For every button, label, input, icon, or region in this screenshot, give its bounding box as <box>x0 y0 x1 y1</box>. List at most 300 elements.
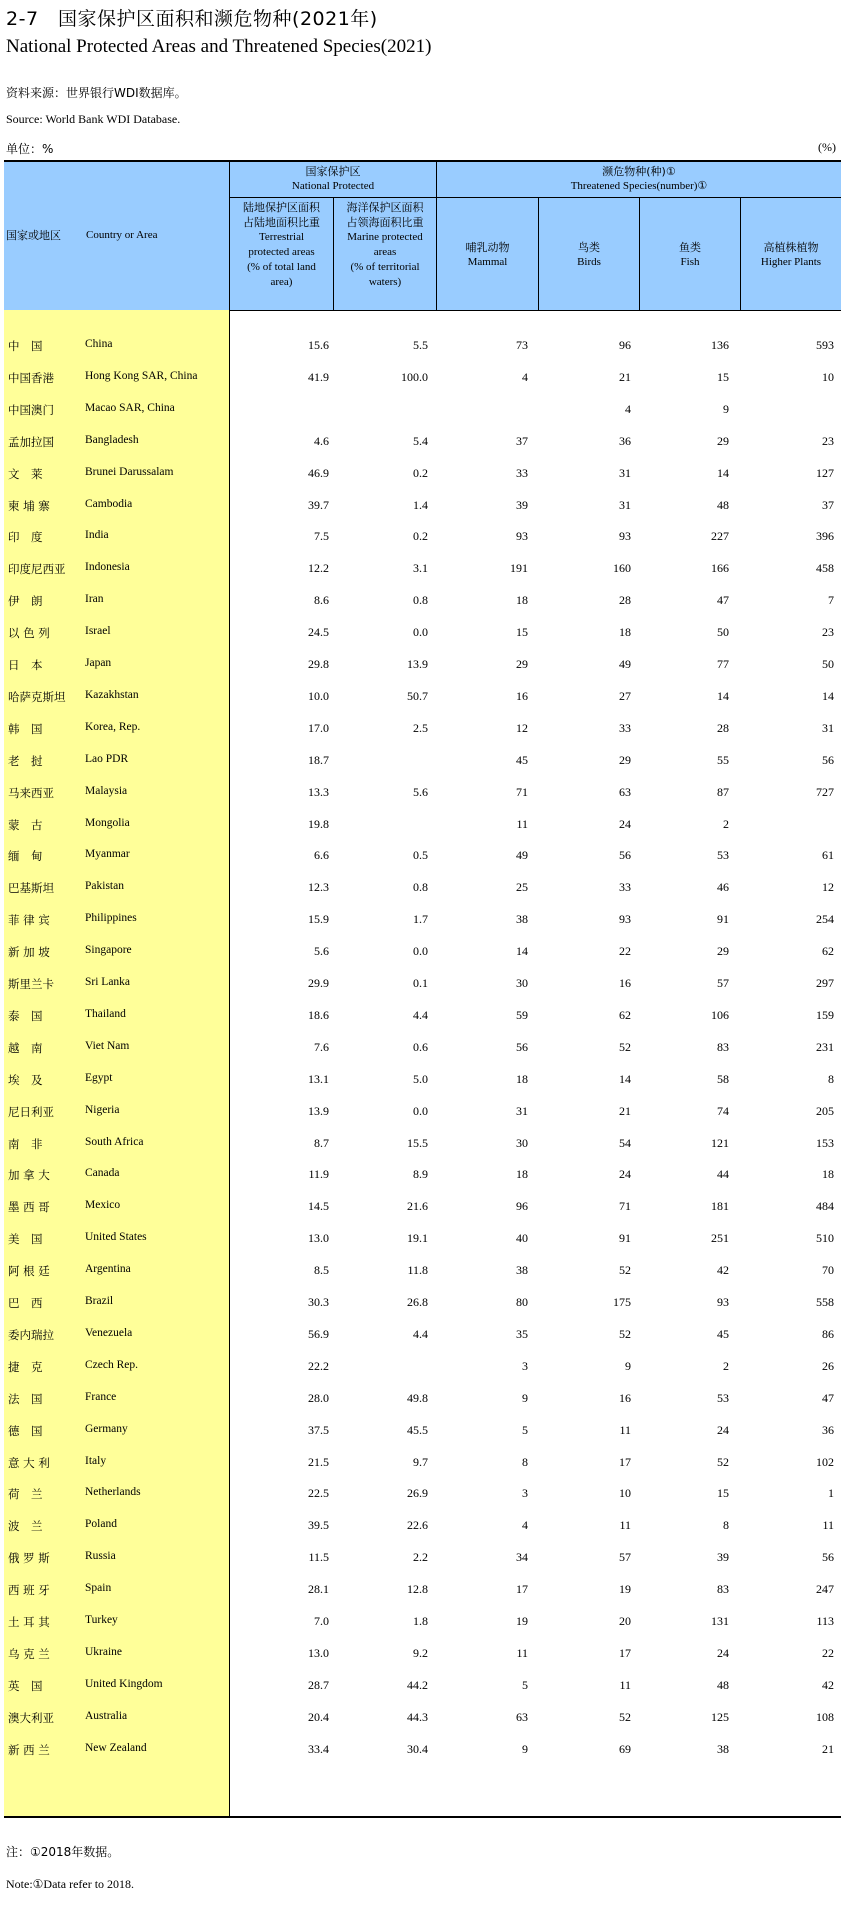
country-name-cn: 印度尼西亚 <box>8 562 66 577</box>
birds-value: 33 <box>619 880 631 895</box>
fish-value: 48 <box>717 497 729 512</box>
header-plants-en: Higher Plants <box>760 256 822 268</box>
birds-value: 24 <box>619 1167 631 1182</box>
birds-value: 93 <box>619 912 631 927</box>
country-name-cn: 越 南 <box>8 1040 43 1055</box>
table-row <box>4 1670 841 1702</box>
terrestrial-value: 30.3 <box>308 1295 329 1309</box>
marine-value: 0.0 <box>413 625 428 640</box>
country-name-cn: 巴 西 <box>8 1296 43 1310</box>
header-plants-cn: 高植株植物 <box>763 241 819 254</box>
terrestrial-value: 7.0 <box>314 1614 329 1628</box>
country-name-cn: 伊 朗 <box>8 594 43 609</box>
page-title-en: National Protected Areas and Threatened Species(2021) <box>6 36 432 57</box>
birds-value: 21 <box>619 369 631 384</box>
table-row <box>4 968 841 1000</box>
birds-value: 21 <box>619 1103 631 1118</box>
table-row <box>4 1255 841 1287</box>
birds-value: 57 <box>619 1550 631 1565</box>
plants-value: 159 <box>816 1007 834 1022</box>
header-marine-en2: areas <box>373 246 397 258</box>
country-name-en: Australia <box>85 1709 128 1722</box>
mammal-value: 31 <box>516 1103 528 1118</box>
mammal-value: 191 <box>510 561 528 576</box>
birds-value: 24 <box>619 816 631 831</box>
plants-value: 297 <box>816 976 834 990</box>
marine-value: 44.2 <box>407 1677 428 1692</box>
fish-value: 55 <box>717 752 729 767</box>
country-name-cn: 新 加 坡 <box>8 945 50 960</box>
fish-value: 14 <box>717 688 729 703</box>
plants-value: 396 <box>816 529 834 544</box>
header-terrestrial-en1: Terrestrial <box>258 231 305 243</box>
mammal-value: 19 <box>516 1614 528 1628</box>
plants-value: 558 <box>816 1295 834 1309</box>
fish-value: 14 <box>717 465 729 480</box>
plants-value: 70 <box>822 1263 834 1278</box>
mammal-value: 96 <box>516 1199 528 1214</box>
unit-label-right: (%) <box>818 140 836 154</box>
grid-line <box>639 197 640 310</box>
country-name-cn: 英 国 <box>8 1678 43 1693</box>
table-row <box>4 1447 841 1479</box>
plants-value: 26 <box>822 1358 834 1373</box>
marine-value: 4.4 <box>413 1007 428 1022</box>
mammal-value: 33 <box>516 465 528 480</box>
fish-value: 15 <box>717 1486 729 1501</box>
plants-value: 86 <box>822 1326 834 1341</box>
table-row <box>4 649 841 681</box>
country-name-en: Kazakhstan <box>85 688 139 701</box>
plants-value: 484 <box>816 1199 834 1214</box>
birds-value: 16 <box>619 1390 631 1405</box>
marine-value: 0.1 <box>413 976 428 990</box>
mammal-value: 56 <box>516 1039 528 1054</box>
birds-value: 160 <box>613 561 631 576</box>
table-row <box>4 1096 841 1128</box>
fish-value: 29 <box>717 944 729 959</box>
header-mammal-en: Mammal <box>467 256 508 268</box>
fish-value: 2 <box>723 816 729 831</box>
country-name-cn: 日 本 <box>8 658 43 672</box>
terrestrial-value: 56.9 <box>308 1326 329 1341</box>
plants-value: 11 <box>822 1518 834 1533</box>
country-name-en: Italy <box>85 1454 107 1467</box>
mammal-value: 25 <box>516 880 528 895</box>
table-row <box>4 1702 841 1734</box>
mammal-value: 37 <box>516 433 528 448</box>
birds-value: 36 <box>619 433 631 448</box>
birds-value: 63 <box>619 784 631 799</box>
mammal-value: 38 <box>516 1263 528 1278</box>
header-marine-en1: Marine protected <box>347 231 423 243</box>
table-row <box>4 1064 841 1096</box>
table-row <box>4 1734 841 1766</box>
birds-value: 93 <box>619 529 631 544</box>
mammal-value: 80 <box>516 1295 528 1309</box>
plants-value: 727 <box>816 784 834 799</box>
fish-value: 50 <box>717 625 729 640</box>
marine-value: 15.5 <box>407 1135 428 1150</box>
country-name-cn: 法 国 <box>8 1391 43 1406</box>
table-row <box>4 1319 841 1351</box>
plants-value: 14 <box>822 688 834 703</box>
plants-value: 205 <box>816 1103 834 1118</box>
table-row <box>4 1415 841 1447</box>
marine-value: 4.4 <box>413 1326 428 1341</box>
country-name-en: Indonesia <box>85 561 130 574</box>
birds-value: 9 <box>625 1358 631 1373</box>
table-row <box>4 553 841 585</box>
table-row <box>4 809 841 841</box>
terrestrial-value: 15.6 <box>308 338 329 352</box>
marine-value: 0.8 <box>413 880 428 895</box>
fish-value: 125 <box>711 1709 729 1724</box>
marine-value: 0.0 <box>413 944 428 959</box>
plants-value: 23 <box>822 433 834 448</box>
header-fish-cn: 鱼类 <box>679 241 701 254</box>
birds-value: 11 <box>619 1518 631 1533</box>
birds-value: 20 <box>619 1614 631 1628</box>
grid-line <box>538 197 539 310</box>
fish-value: 46 <box>717 880 729 895</box>
plants-value: 56 <box>822 1550 834 1565</box>
table-row <box>4 904 841 936</box>
source-en: Source: World Bank WDI Database. <box>6 112 181 126</box>
country-name-cn: 印 度 <box>8 530 43 545</box>
marine-value: 12.8 <box>407 1582 428 1597</box>
page-title-cn: 2-7 国家保护区面积和濒危物种(2021年) <box>6 8 378 30</box>
header-birds-cn: 鸟类 <box>578 241 600 254</box>
terrestrial-value: 28.0 <box>308 1390 329 1405</box>
header-fish <box>640 240 740 270</box>
birds-value: 14 <box>619 1071 631 1086</box>
birds-value: 49 <box>619 657 631 671</box>
country-name-en: Mexico <box>85 1199 121 1212</box>
mammal-value: 38 <box>516 912 528 927</box>
header-terrestrial-en4: area) <box>270 276 293 288</box>
country-name-cn: 菲 律 宾 <box>8 913 50 928</box>
birds-value: 69 <box>619 1741 631 1756</box>
table-row <box>4 777 841 809</box>
terrestrial-value: 8.6 <box>314 593 329 608</box>
plants-value: 62 <box>822 944 834 959</box>
mammal-value: 39 <box>516 497 528 512</box>
country-name-en: France <box>85 1390 117 1403</box>
country-name-cn: 波 兰 <box>8 1519 43 1534</box>
birds-value: 28 <box>619 593 631 608</box>
birds-value: 17 <box>619 1645 631 1660</box>
marine-value: 9.7 <box>413 1454 428 1469</box>
grid-line <box>333 197 334 310</box>
table-row <box>4 1478 841 1510</box>
marine-value: 100.0 <box>401 369 428 384</box>
header-marine <box>334 200 436 290</box>
plants-value: 8 <box>828 1071 834 1086</box>
header-terrestrial-en2: protected areas <box>248 246 315 258</box>
plants-value: 7 <box>828 593 834 608</box>
country-name-cn: 中 国 <box>8 339 43 353</box>
terrestrial-value: 17.0 <box>308 720 329 735</box>
country-name-cn: 哈萨克斯坦 <box>8 689 66 704</box>
fish-value: 131 <box>711 1614 729 1628</box>
country-name-en: Sri Lanka <box>85 976 131 988</box>
fish-value: 2 <box>723 1358 729 1373</box>
marine-value: 2.2 <box>413 1550 428 1565</box>
marine-value: 8.9 <box>413 1167 428 1182</box>
birds-value: 10 <box>619 1486 631 1501</box>
terrestrial-value: 20.4 <box>308 1709 329 1724</box>
country-name-en: Iran <box>85 593 104 606</box>
plants-value: 36 <box>822 1422 834 1437</box>
country-name-cn: 斯里兰卡 <box>8 977 54 991</box>
table-row <box>4 1638 841 1670</box>
plants-value: 593 <box>816 338 834 352</box>
marine-value: 0.8 <box>413 593 428 608</box>
marine-value: 0.2 <box>413 465 428 480</box>
fish-value: 29 <box>717 433 729 448</box>
fish-value: 38 <box>717 1741 729 1756</box>
country-name-cn: 泰 国 <box>8 1008 43 1023</box>
mammal-value: 30 <box>516 1135 528 1150</box>
plants-value: 113 <box>816 1614 834 1628</box>
country-name-cn: 韩 国 <box>8 721 43 736</box>
header-threatened-cn: 濒危物种(种)① <box>602 165 676 178</box>
birds-value: 18 <box>619 625 631 640</box>
country-name-en: Macao SAR, China <box>85 401 175 414</box>
plants-value: 10 <box>822 369 834 384</box>
country-name-en: Czech Rep. <box>85 1358 139 1371</box>
marine-value: 30.4 <box>407 1741 428 1756</box>
header-marine-cn1: 海洋保护区面积 <box>346 201 424 214</box>
terrestrial-value: 18.7 <box>308 752 329 767</box>
country-name-cn: 中国澳门 <box>8 402 54 417</box>
country-name-cn: 文 莱 <box>8 466 43 481</box>
fish-value: 91 <box>717 912 729 927</box>
marine-value: 5.6 <box>413 784 428 799</box>
fish-value: 8 <box>723 1518 729 1533</box>
fish-value: 83 <box>717 1582 729 1597</box>
terrestrial-value: 22.2 <box>308 1358 329 1373</box>
country-name-cn: 新 西 兰 <box>8 1742 50 1757</box>
birds-value: 96 <box>619 338 631 352</box>
table-row <box>4 681 841 713</box>
table-row <box>4 394 841 426</box>
terrestrial-value: 13.0 <box>308 1231 329 1246</box>
country-name-en: South Africa <box>85 1135 144 1148</box>
marine-value: 1.4 <box>413 497 428 512</box>
terrestrial-value: 11.9 <box>308 1167 329 1182</box>
mammal-value: 30 <box>516 976 528 990</box>
country-name-cn: 澳大利亚 <box>8 1710 54 1725</box>
header-country-en: Country or Area <box>86 229 158 241</box>
country-name-en: India <box>85 529 109 542</box>
terrestrial-value: 28.1 <box>308 1582 329 1597</box>
fish-value: 227 <box>711 529 729 544</box>
plants-value: 254 <box>816 912 834 927</box>
fish-value: 121 <box>711 1135 729 1150</box>
marine-value: 5.0 <box>413 1071 428 1086</box>
plants-value: 22 <box>822 1645 834 1660</box>
birds-value: 52 <box>619 1039 631 1054</box>
marine-value: 3.1 <box>413 561 428 576</box>
mammal-value: 9 <box>522 1741 528 1756</box>
marine-value: 1.7 <box>413 912 428 927</box>
table-header <box>4 162 841 311</box>
country-name-en: China <box>85 338 113 350</box>
mammal-value: 11 <box>516 1645 528 1660</box>
header-terrestrial <box>230 200 333 290</box>
grid-line <box>740 197 741 310</box>
mammal-value: 12 <box>516 720 528 735</box>
table-row <box>4 1287 841 1319</box>
fish-value: 44 <box>717 1167 729 1182</box>
mammal-value: 5 <box>522 1422 528 1437</box>
mammal-value: 3 <box>522 1358 528 1373</box>
grid-line <box>229 197 841 198</box>
fish-value: 52 <box>717 1454 729 1469</box>
country-name-cn: 老 挝 <box>8 753 43 768</box>
country-name-cn: 缅 甸 <box>8 849 43 864</box>
plants-value: 247 <box>816 1582 834 1597</box>
country-name-en: United Kingdom <box>85 1677 163 1690</box>
header-threatened-en: Threatened Species(number)① <box>570 180 708 192</box>
terrestrial-value: 41.9 <box>308 369 329 384</box>
fish-value: 48 <box>717 1677 729 1692</box>
plants-value: 231 <box>816 1039 834 1054</box>
country-name-cn: 阿 根 廷 <box>8 1264 50 1279</box>
marine-value: 45.5 <box>407 1422 428 1437</box>
fish-value: 24 <box>717 1645 729 1660</box>
plants-value: 23 <box>822 625 834 640</box>
header-marine-en3: (% of territorial <box>350 261 420 273</box>
country-name-en: Egypt <box>85 1071 113 1084</box>
table-row <box>4 1606 841 1638</box>
header-mammal-cn: 哺乳动物 <box>465 241 510 254</box>
plants-value: 153 <box>816 1135 834 1150</box>
terrestrial-value: 5.6 <box>314 944 329 959</box>
mammal-value: 4 <box>522 369 528 384</box>
birds-value: 4 <box>625 401 631 416</box>
mammal-value: 17 <box>516 1582 528 1597</box>
country-name-cn: 以 色 列 <box>8 626 50 641</box>
terrestrial-value: 4.6 <box>314 433 329 448</box>
country-name-en: Mongolia <box>85 816 130 829</box>
terrestrial-value: 28.7 <box>308 1677 329 1692</box>
birds-value: 175 <box>613 1295 631 1309</box>
marine-value: 5.4 <box>413 433 428 448</box>
terrestrial-value: 21.5 <box>308 1454 329 1469</box>
terrestrial-value: 8.5 <box>314 1263 329 1278</box>
table-row <box>4 1351 841 1383</box>
table-row <box>4 936 841 968</box>
mammal-value: 35 <box>516 1326 528 1341</box>
country-name-en: Singapore <box>85 944 132 957</box>
terrestrial-value: 14.5 <box>308 1199 329 1214</box>
country-name-cn: 柬 埔 寨 <box>8 498 50 513</box>
marine-value: 11.8 <box>407 1263 428 1278</box>
marine-value: 0.5 <box>413 848 428 863</box>
marine-value: 2.5 <box>413 720 428 735</box>
fish-value: 9 <box>723 401 729 416</box>
birds-value: 31 <box>619 497 631 512</box>
terrestrial-value: 19.8 <box>308 816 329 831</box>
header-fish-en: Fish <box>680 256 700 268</box>
table-row <box>4 745 841 777</box>
plants-value: 108 <box>816 1709 834 1724</box>
table-row <box>4 1032 841 1064</box>
terrestrial-value: 15.9 <box>308 912 329 927</box>
country-name-en: Viet Nam <box>85 1039 130 1052</box>
plants-value: 31 <box>822 720 834 735</box>
fish-value: 58 <box>717 1071 729 1086</box>
marine-value: 44.3 <box>407 1709 428 1724</box>
mammal-value: 34 <box>516 1550 528 1565</box>
country-name-cn: 荷 兰 <box>8 1487 43 1502</box>
birds-value: 11 <box>619 1677 631 1692</box>
table-row <box>4 713 841 745</box>
country-name-en: Germany <box>85 1422 128 1435</box>
terrestrial-value: 13.1 <box>308 1071 329 1086</box>
plants-value: 21 <box>822 1741 834 1756</box>
country-name-cn: 德 国 <box>8 1423 43 1438</box>
table-row <box>4 1159 841 1191</box>
birds-value: 16 <box>619 976 631 990</box>
birds-value: 52 <box>619 1326 631 1341</box>
country-name-en: Netherlands <box>85 1486 141 1499</box>
marine-value: 0.0 <box>413 1103 428 1118</box>
mammal-value: 8 <box>522 1454 528 1469</box>
fish-value: 47 <box>717 593 729 608</box>
table-row <box>4 330 841 362</box>
terrestrial-value: 7.5 <box>314 529 329 544</box>
table-row <box>4 1223 841 1255</box>
plants-value: 102 <box>816 1454 834 1469</box>
header-plants <box>741 240 841 270</box>
birds-value: 33 <box>619 720 631 735</box>
terrestrial-value: 12.2 <box>308 561 329 576</box>
mammal-value: 29 <box>516 657 528 671</box>
birds-value: 52 <box>619 1263 631 1278</box>
country-name-en: Hong Kong SAR, China <box>85 369 198 382</box>
table-row <box>4 1574 841 1606</box>
mammal-value: 4 <box>522 1518 528 1533</box>
table-row <box>4 1542 841 1574</box>
country-name-cn: 加 拿 大 <box>8 1168 50 1183</box>
marine-value: 26.9 <box>407 1486 428 1501</box>
birds-value: 29 <box>619 752 631 767</box>
table-row <box>4 362 841 394</box>
birds-value: 54 <box>619 1135 631 1150</box>
mammal-value: 16 <box>516 688 528 703</box>
terrestrial-value: 39.7 <box>308 497 329 512</box>
grid-line <box>229 162 230 310</box>
table-row <box>4 585 841 617</box>
birds-value: 11 <box>619 1422 631 1437</box>
country-name-en: Bangladesh <box>85 433 139 446</box>
mammal-value: 49 <box>516 848 528 863</box>
country-name-en: Nigeria <box>85 1103 120 1116</box>
terrestrial-value: 29.9 <box>308 976 329 990</box>
fish-value: 77 <box>717 657 729 671</box>
fish-value: 53 <box>717 1390 729 1405</box>
terrestrial-value: 10.0 <box>308 688 329 703</box>
fish-value: 57 <box>717 976 729 990</box>
country-name-cn: 尼日利亚 <box>8 1104 54 1119</box>
country-name-en: Brunei Darussalam <box>85 465 174 478</box>
terrestrial-value: 12.3 <box>308 880 329 895</box>
country-name-cn: 美 国 <box>8 1232 43 1247</box>
